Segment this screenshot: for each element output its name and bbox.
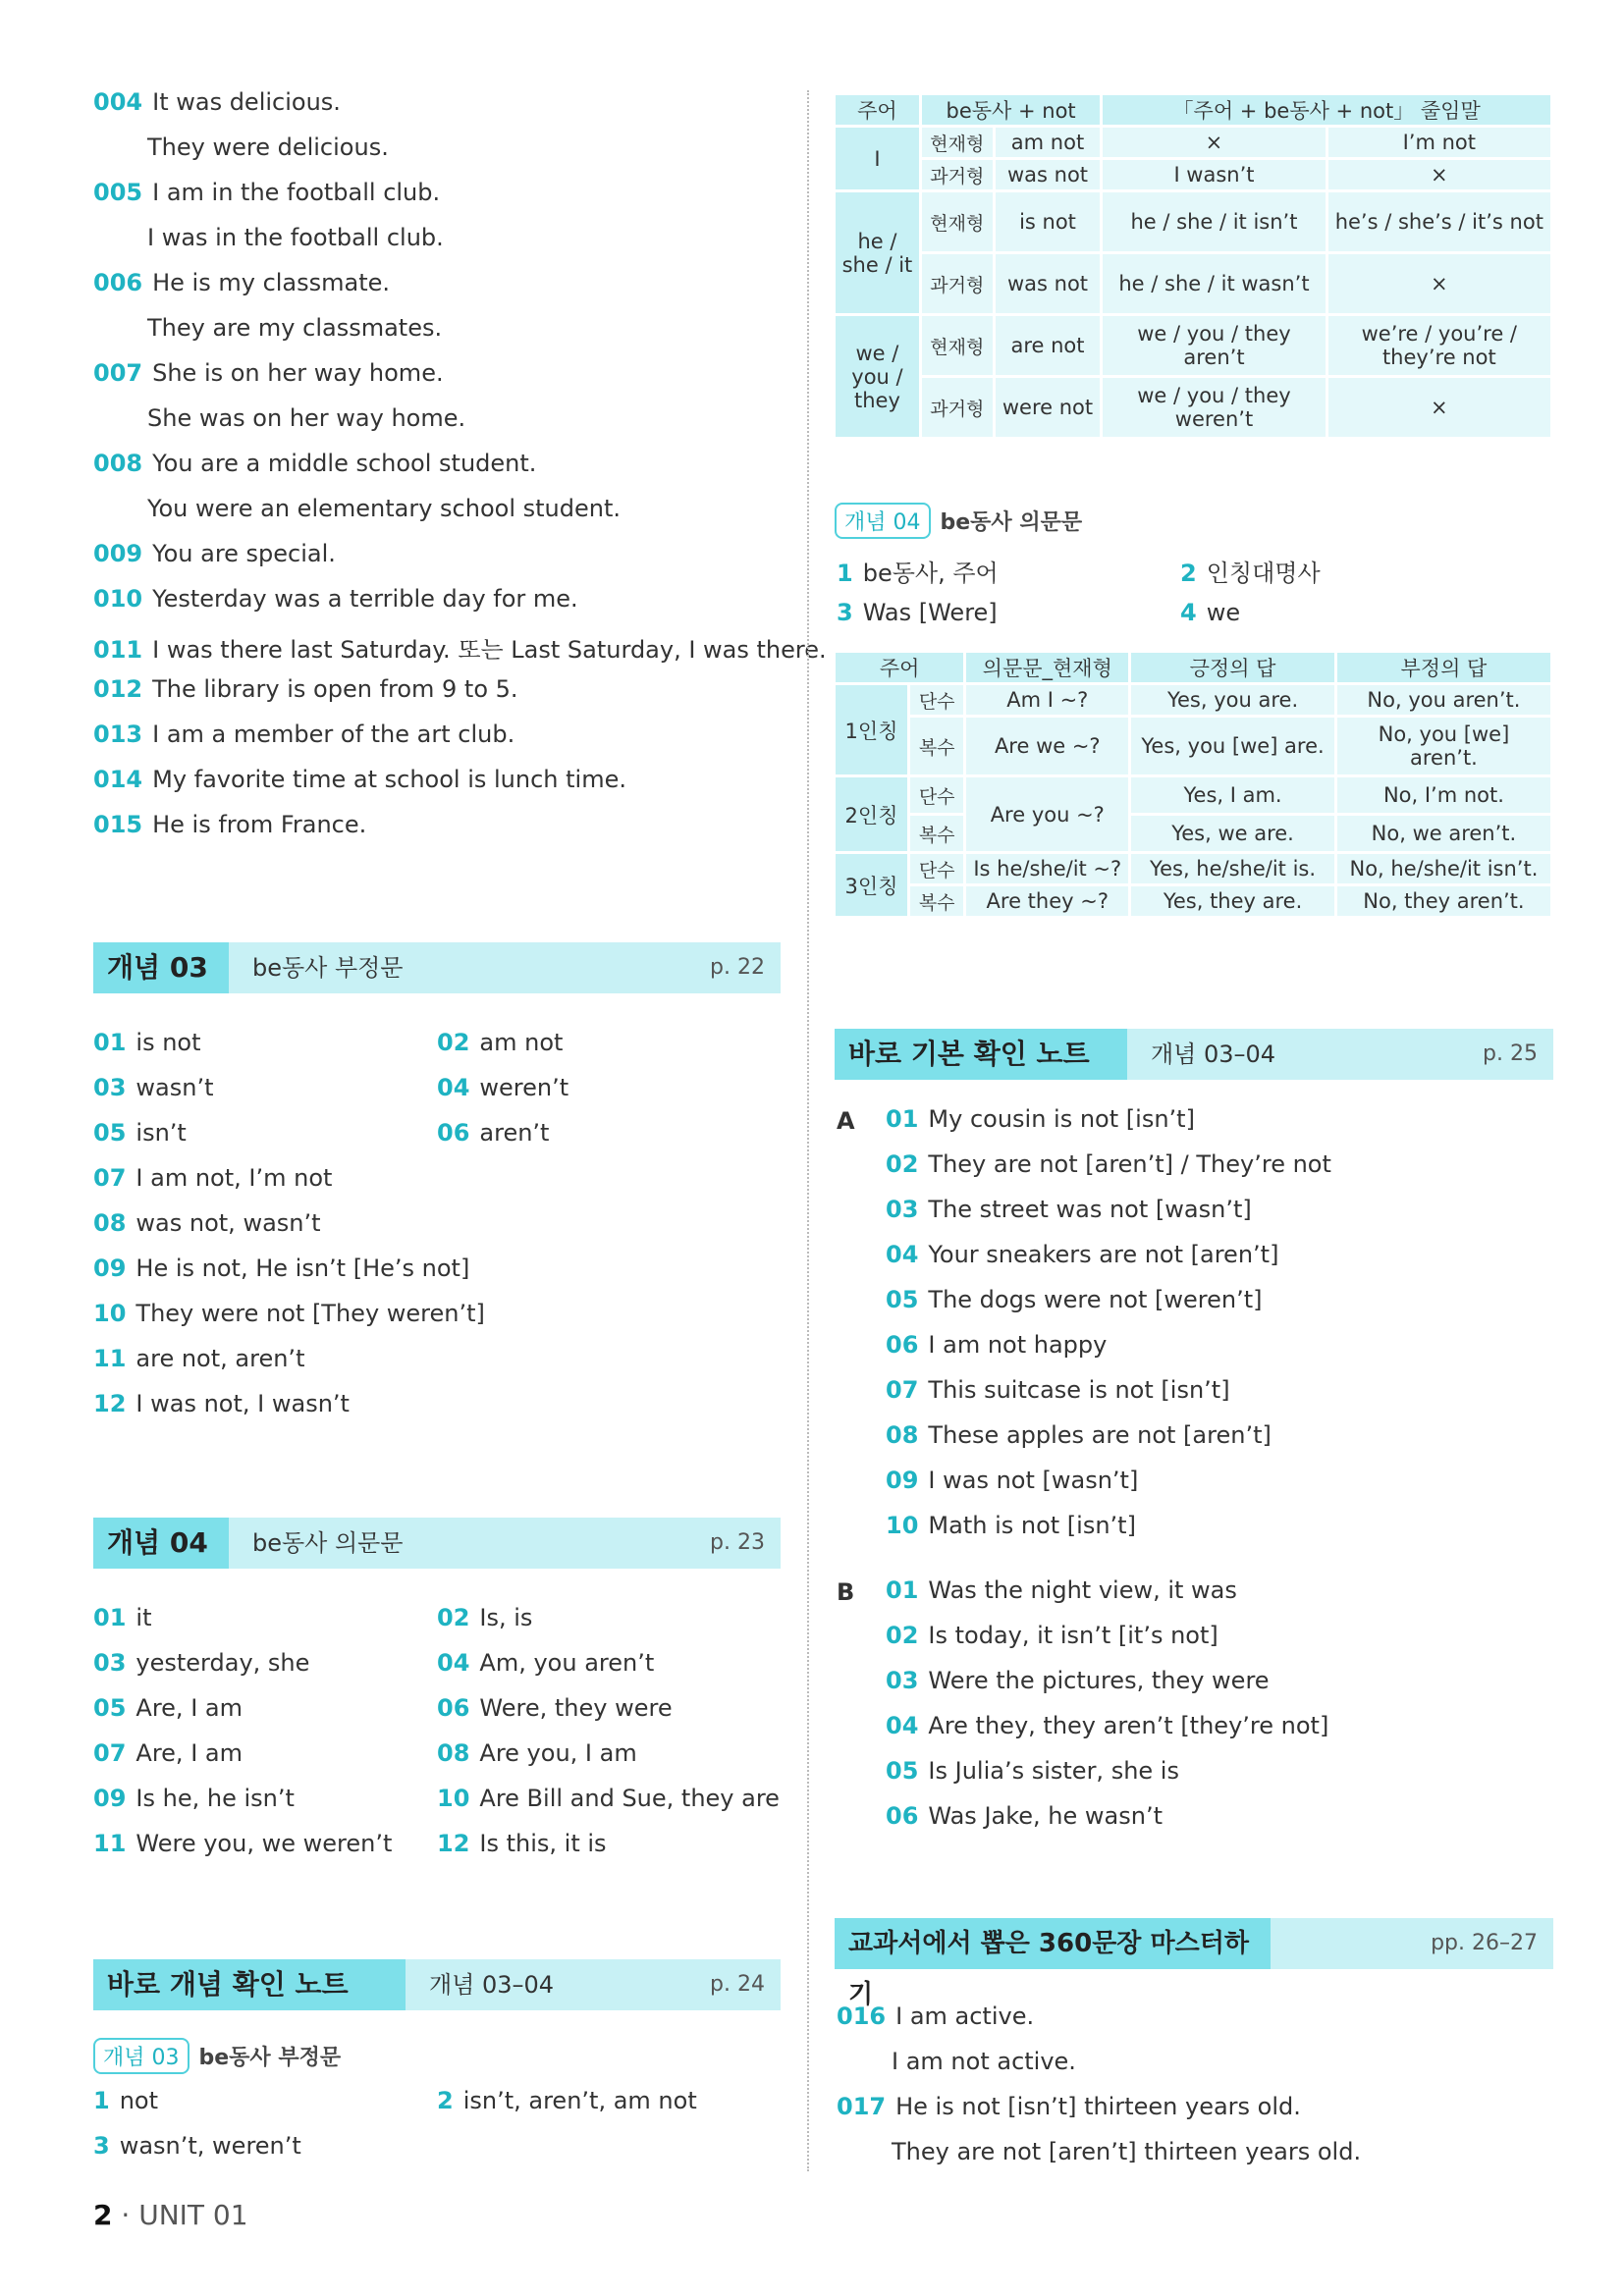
- item-number: 04: [886, 1712, 919, 1739]
- answer-item: [93, 2132, 301, 2160]
- item-text: Are, I am: [135, 1694, 243, 1722]
- answer-item: [437, 1694, 673, 1722]
- item-number: 06: [437, 1694, 470, 1722]
- baro-basic-header: [835, 1029, 1553, 1080]
- item-text: Were you, we weren’t: [135, 1830, 393, 1857]
- item-number: 008: [93, 450, 143, 477]
- item-number: 05: [93, 1119, 127, 1147]
- be-cell: is not: [996, 192, 1101, 251]
- answer-item: [93, 1694, 243, 1722]
- item-text: are not, aren’t: [135, 1345, 305, 1372]
- table-row: [836, 192, 1550, 251]
- answer-item: [437, 1119, 549, 1147]
- item-text: Are, I am: [135, 1739, 243, 1767]
- negative-answer-cell: No, they aren’t.: [1337, 886, 1550, 916]
- answer-item: [93, 1209, 321, 1237]
- item-number: 05: [93, 1694, 127, 1722]
- item-number: 017: [837, 2093, 887, 2120]
- short-form-cell: ×: [1328, 160, 1550, 189]
- item-number: 07: [886, 1376, 919, 1404]
- answer-item: [886, 1712, 1328, 1739]
- table-row: [836, 160, 1550, 189]
- answer-item: [886, 1622, 1218, 1649]
- table-row: [836, 316, 1550, 375]
- item-number: 01: [886, 1576, 919, 1604]
- sentence-item: [93, 540, 336, 567]
- answer-item: [93, 1300, 485, 1327]
- question-cell: Am I ~?: [966, 685, 1128, 715]
- item-text: My cousin is not [isn’t]: [928, 1105, 1195, 1133]
- item-text: Are you, I am: [479, 1739, 637, 1767]
- positive-answer-cell: Yes, he/she/it is.: [1131, 854, 1334, 883]
- item-text: Is, is: [479, 1604, 533, 1631]
- item-text: You are special.: [152, 540, 336, 567]
- item-number: 04: [437, 1074, 470, 1101]
- number-cell: 복수: [910, 718, 963, 774]
- answer-item: [886, 1150, 1331, 1178]
- concept-chip-row: [93, 2038, 341, 2074]
- answer-item: [886, 1286, 1263, 1313]
- short-form-cell: ×: [1328, 378, 1550, 437]
- answer-item: [93, 1255, 469, 1282]
- item-number: 06: [437, 1119, 470, 1147]
- short-form-cell: we’re / you’re / they’re not: [1328, 316, 1550, 375]
- short-form-cell: ×: [1103, 128, 1325, 157]
- number-cell: 복수: [910, 816, 963, 851]
- item-number: 03: [93, 1074, 127, 1101]
- item-number: 11: [93, 1830, 127, 1857]
- item-number: 3: [93, 2132, 110, 2160]
- question-cell: Are we ~?: [966, 718, 1128, 774]
- item-text: It was delicious.: [152, 88, 341, 116]
- item-number: 03: [886, 1196, 919, 1223]
- number-cell: 단수: [910, 685, 963, 715]
- sentence-alt: They are my classmates.: [147, 314, 443, 342]
- answer-item: [437, 1785, 780, 1812]
- negative-answer-cell: No, we aren’t.: [1337, 816, 1550, 851]
- sentence-item: [93, 179, 440, 206]
- sentence-item: [837, 2093, 1301, 2120]
- table-row: [836, 128, 1550, 157]
- short-form-cell: I’m not: [1328, 128, 1550, 157]
- item-text: Was [Were]: [862, 599, 998, 626]
- table-header: 주어: [836, 653, 963, 682]
- answer-item: [886, 1196, 1252, 1223]
- item-text: He is not [isn’t] thirteen years old.: [895, 2093, 1301, 2120]
- answer-item: [93, 2087, 158, 2114]
- item-number: 03: [886, 1667, 919, 1694]
- section-title: 개념 04: [93, 1518, 229, 1569]
- item-text: This suitcase is not [isn’t]: [928, 1376, 1230, 1404]
- item-number: 007: [93, 359, 143, 387]
- person-cell: 2인칭: [836, 777, 907, 851]
- sentence-item: [93, 630, 827, 665]
- item-text: was not, wasn’t: [135, 1209, 321, 1237]
- number-cell: 단수: [910, 854, 963, 883]
- be-cell: am not: [996, 128, 1101, 157]
- item-text: He is not, He isn’t [He’s not]: [135, 1255, 470, 1282]
- tense-cell: 과거형: [922, 254, 993, 313]
- answer-item: [93, 1739, 243, 1767]
- page-reference: pp. 26–27: [1431, 1931, 1538, 1955]
- item-text: Is this, it is: [479, 1830, 607, 1857]
- section-title: 개념 03: [93, 942, 229, 993]
- question-cell: Are you ~?: [966, 777, 1128, 851]
- group-label: B: [837, 1578, 855, 1606]
- answer-item: [437, 1830, 607, 1857]
- answer-item: [437, 1029, 563, 1056]
- item-number: 06: [886, 1802, 919, 1830]
- sentence-alt: They are not [aren’t] thirteen years old.: [892, 2138, 1362, 2165]
- short-form-cell: ×: [1328, 254, 1550, 313]
- item-text: I was not, I wasn’t: [135, 1390, 350, 1417]
- item-text: I was not [wasn’t]: [928, 1467, 1139, 1494]
- sentence-item: [93, 450, 536, 477]
- item-text: They were not [They weren’t]: [135, 1300, 485, 1327]
- item-text: wasn’t: [135, 1074, 214, 1101]
- answer-item: [886, 1376, 1230, 1404]
- table-header: 부정의 답: [1337, 653, 1550, 682]
- item-number: 004: [93, 88, 143, 116]
- page-reference: p. 25: [1483, 1041, 1538, 1066]
- item-number: 01: [93, 1604, 127, 1631]
- item-text: I am not, I’m not: [135, 1164, 333, 1192]
- item-number: 02: [886, 1622, 919, 1649]
- item-number: 01: [93, 1029, 127, 1056]
- item-number: 04: [437, 1649, 470, 1677]
- item-number: 2: [1180, 560, 1197, 587]
- baro-concept-header: [93, 1959, 781, 2010]
- item-text: Was Jake, he wasn’t: [928, 1802, 1163, 1830]
- item-text: am not: [479, 1029, 564, 1056]
- item-text: be동사, 주어: [862, 560, 999, 587]
- item-text: Is today, it isn’t [it’s not]: [928, 1622, 1218, 1649]
- item-number: 02: [437, 1029, 470, 1056]
- textbook-header: [835, 1918, 1553, 2009]
- tense-cell: 현재형: [922, 128, 993, 157]
- sentence-item: [93, 811, 366, 838]
- item-number: 08: [437, 1739, 470, 1767]
- answer-item: [93, 1164, 332, 1192]
- sentence-item: [93, 721, 514, 748]
- item-text: Is Julia’s sister, she is: [928, 1757, 1179, 1785]
- answer-item: [93, 1390, 350, 1417]
- item-number: 012: [93, 675, 143, 703]
- tense-cell: 과거형: [922, 378, 993, 437]
- answer-item: [93, 1830, 392, 1857]
- item-text: isn’t, aren’t, am not: [462, 2087, 697, 2114]
- tense-cell: 현재형: [922, 316, 993, 375]
- subject-cell: he / she / it: [836, 192, 919, 313]
- item-number: 016: [837, 2002, 887, 2030]
- item-number: 10: [886, 1512, 919, 1539]
- short-form-cell: we / you / they aren’t: [1103, 316, 1325, 375]
- item-number: 09: [886, 1467, 919, 1494]
- page-number: 2: [93, 2199, 113, 2231]
- item-text: I am in the football club.: [152, 179, 441, 206]
- item-text: Was the night view, it was: [928, 1576, 1237, 1604]
- item-number: 07: [93, 1164, 127, 1192]
- sentence-item: [93, 269, 390, 296]
- table-row: [836, 816, 1550, 851]
- number-cell: 단수: [910, 777, 963, 813]
- table-header-row: [836, 95, 1550, 125]
- positive-answer-cell: Yes, they are.: [1131, 886, 1334, 916]
- page-reference: p. 22: [710, 955, 765, 980]
- item-number: 05: [886, 1286, 919, 1313]
- sentence-alt: They were delicious.: [147, 133, 389, 161]
- item-text: Are Bill and Sue, they are: [479, 1785, 780, 1812]
- concept-chip: 개념 04: [835, 503, 931, 539]
- sentence-alt: She was on her way home.: [147, 404, 466, 432]
- concept-chip-label: be동사 의문문: [940, 510, 1083, 535]
- negative-answer-cell: No, you [we] aren’t.: [1337, 718, 1550, 774]
- answer-item: [886, 1467, 1138, 1494]
- answer-item: [437, 1739, 637, 1767]
- item-number: 01: [886, 1105, 919, 1133]
- page-footer: [93, 2199, 248, 2231]
- item-number: 02: [886, 1150, 919, 1178]
- item-number: 014: [93, 766, 143, 793]
- negative-answer-cell: No, you aren’t.: [1337, 685, 1550, 715]
- item-number: 08: [886, 1421, 919, 1449]
- item-text: I am a member of the art club.: [152, 721, 515, 748]
- item-text: Were, they were: [479, 1694, 673, 1722]
- answer-item: [93, 1345, 304, 1372]
- section-subtitle: be동사 의문문: [252, 1529, 404, 1557]
- be-cell: was not: [996, 160, 1101, 189]
- item-number: 2: [437, 2087, 454, 2114]
- item-number: 04: [886, 1241, 919, 1268]
- item-number: 3: [837, 599, 853, 626]
- sentence-item: [837, 2002, 1034, 2030]
- item-number: 005: [93, 179, 143, 206]
- table-header: 의문문_현재형: [966, 653, 1128, 682]
- concept-chip: 개념 03: [93, 2038, 189, 2074]
- answer-item: [886, 1241, 1278, 1268]
- page-reference: p. 24: [710, 1972, 765, 1997]
- answer-item: [437, 1074, 568, 1101]
- item-text: it: [135, 1604, 152, 1631]
- sentence-item: [93, 585, 578, 613]
- section-title: 바로 개념 확인 노트: [93, 1959, 406, 2010]
- question-cell: Is he/she/it ~?: [966, 854, 1128, 883]
- footer-dot: ·: [121, 2199, 139, 2231]
- sentence-item: [93, 675, 518, 703]
- item-text: not: [119, 2087, 159, 2114]
- sentence-item: [93, 359, 444, 387]
- item-number: 07: [93, 1739, 127, 1767]
- item-number: 03: [93, 1649, 127, 1677]
- item-number: 011: [93, 636, 143, 664]
- short-form-cell: he’s / she’s / it’s not: [1328, 192, 1550, 251]
- answer-item: [93, 1604, 151, 1631]
- table-row: [836, 378, 1550, 437]
- be-not-table: [833, 92, 1553, 440]
- concept04-header: [93, 1518, 781, 1569]
- short-form-cell: I wasn’t: [1103, 160, 1325, 189]
- answer-item: [93, 1029, 201, 1056]
- short-form-cell: he / she / it isn’t: [1103, 192, 1325, 251]
- positive-answer-cell: Yes, I am.: [1131, 777, 1334, 813]
- sentence-alt: I am not active.: [892, 2048, 1076, 2075]
- item-number: 015: [93, 811, 143, 838]
- item-text: Your sneakers are not [aren’t]: [928, 1241, 1279, 1268]
- positive-answer-cell: Yes, you are.: [1131, 685, 1334, 715]
- subject-cell: we / you / they: [836, 316, 919, 437]
- sentence-alt: You were an elementary school student.: [147, 495, 621, 522]
- item-text: isn’t: [135, 1119, 187, 1147]
- answer-item: [886, 1421, 1272, 1449]
- table-row: [836, 854, 1550, 883]
- item-text: She is on her way home.: [152, 359, 444, 387]
- positive-answer-cell: Yes, you [we] are.: [1131, 718, 1334, 774]
- page-reference: p. 23: [710, 1530, 765, 1555]
- tense-cell: 현재형: [922, 192, 993, 251]
- item-text: They are not [aren’t] / They’re not: [928, 1150, 1331, 1178]
- person-cell: 1인칭: [836, 685, 907, 774]
- table-header: be동사 + not: [922, 95, 1100, 125]
- table-row: [836, 718, 1550, 774]
- item-text: Am, you aren’t: [479, 1649, 655, 1677]
- answer-item: [837, 599, 998, 626]
- item-number: 09: [93, 1785, 127, 1812]
- be-cell: was not: [996, 254, 1101, 313]
- answer-item: [886, 1512, 1136, 1539]
- answer-item: [837, 554, 999, 588]
- table-header: 주어: [836, 95, 919, 125]
- item-text: The dogs were not [weren’t]: [928, 1286, 1263, 1313]
- section-subtitle: 개념 03–04: [1151, 1041, 1276, 1068]
- item-number: 10: [437, 1785, 470, 1812]
- be-cell: are not: [996, 316, 1101, 375]
- item-text: 인칭대명사: [1206, 560, 1321, 587]
- item-text: He is from France.: [152, 811, 367, 838]
- answer-item: [886, 1576, 1237, 1604]
- item-text: Is he, he isn’t: [135, 1785, 295, 1812]
- table-header-row: [836, 653, 1550, 682]
- item-text: we: [1206, 599, 1241, 626]
- item-number: 12: [93, 1390, 127, 1417]
- item-number: 06: [886, 1331, 919, 1359]
- answer-item: [437, 1604, 532, 1631]
- item-number: 010: [93, 585, 143, 613]
- answer-item: [1180, 599, 1240, 626]
- sentence-item: [93, 88, 341, 116]
- item-text: The street was not [wasn’t]: [928, 1196, 1252, 1223]
- group-label: A: [837, 1107, 855, 1135]
- item-text: Yesterday was a terrible day for me.: [152, 585, 578, 613]
- sentence-alt: I was in the football club.: [147, 224, 444, 251]
- item-text: I am not happy: [928, 1331, 1108, 1359]
- answer-item: [886, 1757, 1179, 1785]
- answer-item: [93, 1119, 187, 1147]
- item-text: Math is not [isn’t]: [928, 1512, 1136, 1539]
- answer-item: [93, 1785, 295, 1812]
- number-cell: 복수: [910, 886, 963, 916]
- concept-chip-label: be동사 부정문: [198, 2046, 342, 2070]
- negative-answer-cell: No, I’m not.: [1337, 777, 1550, 813]
- table-row: [836, 886, 1550, 916]
- item-number: 09: [93, 1255, 127, 1282]
- item-number: 05: [886, 1757, 919, 1785]
- item-number: 10: [93, 1300, 127, 1327]
- answer-item: [1180, 554, 1321, 588]
- item-text: I was there last Saturday. 또는 Last Saturday, I was there.: [152, 636, 827, 664]
- item-number: 006: [93, 269, 143, 296]
- table-row: [836, 777, 1550, 813]
- answer-item: [93, 1074, 214, 1101]
- item-text: Were the pictures, they were: [928, 1667, 1270, 1694]
- item-number: 009: [93, 540, 143, 567]
- short-form-cell: we / you / they weren’t: [1103, 378, 1325, 437]
- answer-item: [886, 1802, 1163, 1830]
- item-text: My favorite time at school is lunch time.: [152, 766, 626, 793]
- answer-item: [886, 1667, 1270, 1694]
- question-cell: Are they ~?: [966, 886, 1128, 916]
- answer-item: [93, 1649, 309, 1677]
- item-text: You are a middle school student.: [152, 450, 537, 477]
- short-form-cell: he / she / it wasn’t: [1103, 254, 1325, 313]
- subject-cell: I: [836, 128, 919, 189]
- concept-chip-row: [835, 503, 1082, 539]
- item-number: 1: [837, 560, 853, 587]
- answer-item: [437, 1649, 654, 1677]
- positive-answer-cell: Yes, we are.: [1131, 816, 1334, 851]
- item-text: These apples are not [aren’t]: [928, 1421, 1272, 1449]
- table-header: 「주어 + be동사 + not」 줄임말: [1103, 95, 1550, 125]
- item-text: is not: [135, 1029, 201, 1056]
- item-text: weren’t: [479, 1074, 569, 1101]
- tense-cell: 과거형: [922, 160, 993, 189]
- column-divider: [807, 90, 809, 2171]
- be-cell: were not: [996, 378, 1101, 437]
- be-question-table: [833, 650, 1553, 919]
- unit-label: UNIT 01: [138, 2199, 248, 2231]
- table-row: [836, 254, 1550, 313]
- table-row: [836, 685, 1550, 715]
- item-text: The library is open from 9 to 5.: [152, 675, 518, 703]
- answer-item: [886, 1331, 1107, 1359]
- negative-answer-cell: No, he/she/it isn’t.: [1337, 854, 1550, 883]
- section-subtitle: be동사 부정문: [252, 954, 404, 982]
- concept03-header: [93, 942, 781, 993]
- item-number: 02: [437, 1604, 470, 1631]
- item-text: I am active.: [895, 2002, 1035, 2030]
- section-title: 교과서에서 뽑은 360문장 마스터하기: [835, 1918, 1271, 1969]
- item-text: Are they, they aren’t [they’re not]: [928, 1712, 1329, 1739]
- section-title: 바로 기본 확인 노트: [835, 1029, 1127, 1080]
- table-header: 긍정의 답: [1131, 653, 1334, 682]
- section-subtitle: 개념 03–04: [429, 1971, 555, 1999]
- item-number: 013: [93, 721, 143, 748]
- item-number: 4: [1180, 599, 1197, 626]
- answer-item: [437, 2087, 697, 2114]
- answer-item: [886, 1105, 1195, 1133]
- item-text: aren’t: [479, 1119, 550, 1147]
- item-number: 1: [93, 2087, 110, 2114]
- person-cell: 3인칭: [836, 854, 907, 916]
- item-number: 08: [93, 1209, 127, 1237]
- item-text: yesterday, she: [135, 1649, 310, 1677]
- item-number: 12: [437, 1830, 470, 1857]
- sentence-item: [93, 766, 626, 793]
- item-text: He is my classmate.: [152, 269, 391, 296]
- item-text: wasn’t, weren’t: [119, 2132, 301, 2160]
- item-number: 11: [93, 1345, 127, 1372]
